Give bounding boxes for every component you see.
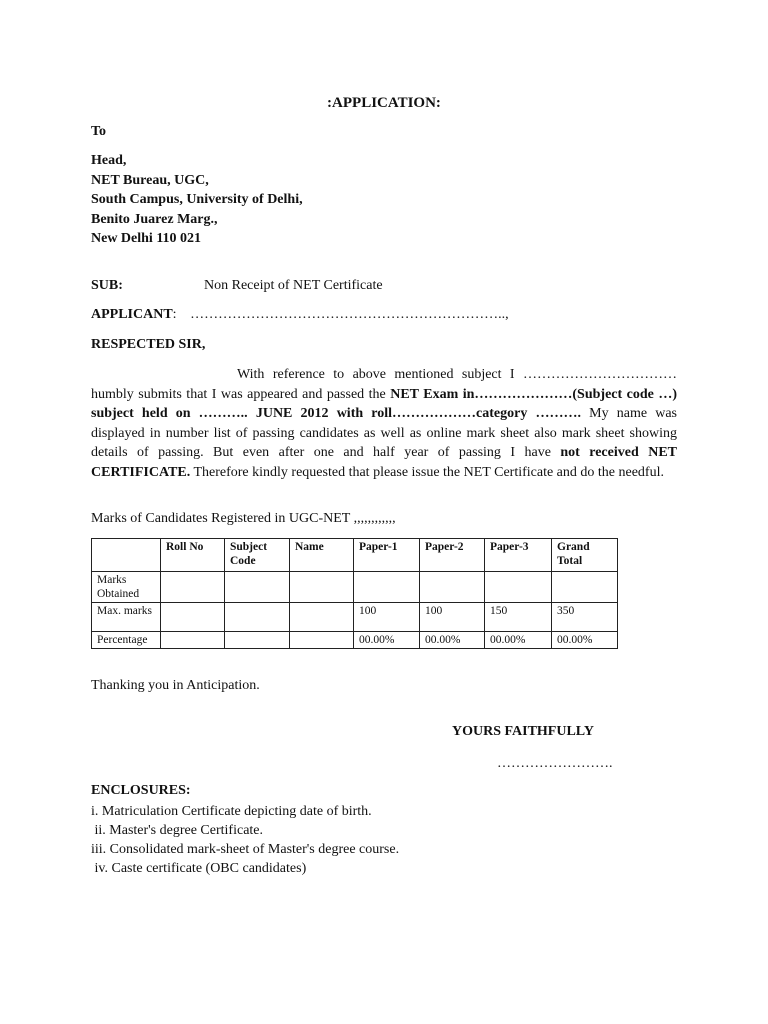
table-cell: 00.00% xyxy=(485,632,552,649)
address-line: Benito Juarez Marg., xyxy=(91,211,218,227)
table-cell xyxy=(161,632,225,649)
salutation: RESPECTED SIR, xyxy=(91,337,206,352)
applicant-colon: : xyxy=(172,307,177,322)
list-item: iii. Consolidated mark-sheet of Master's degree course. xyxy=(91,842,400,857)
table-cell: Max. marks xyxy=(92,603,161,632)
table-cell xyxy=(290,632,354,649)
recipient-address xyxy=(91,151,303,249)
table-row xyxy=(92,603,618,632)
body-text: Therefore kindly requested that please issue the NET Certificate and do the needful. xyxy=(193,464,664,480)
table-cell: Percentage xyxy=(92,632,161,649)
table-cell: 100 xyxy=(420,603,485,632)
table-cell: 00.00% xyxy=(420,632,485,649)
marks-table xyxy=(91,538,618,649)
address-line: Head, xyxy=(91,153,127,168)
table-header-cell: Paper-1 xyxy=(354,539,420,572)
list-item: ii. Master's degree Certificate. xyxy=(91,823,264,838)
table-cell xyxy=(225,572,290,603)
table-cell xyxy=(161,603,225,632)
table-cell xyxy=(485,572,552,603)
list-item: iv. Caste certificate (OBC candidates) xyxy=(91,861,307,876)
table-header-row xyxy=(92,539,618,572)
table-header-cell: Grand Total xyxy=(552,539,618,572)
table-cell xyxy=(552,572,618,603)
table-header-cell: Subject Code xyxy=(225,539,290,572)
table-header-cell: Name xyxy=(290,539,354,572)
body-text: humbly submits that I was appeared and passed the xyxy=(91,386,386,402)
table-cell: Marks Obtained xyxy=(92,572,161,603)
subject-label: SUB: xyxy=(91,278,123,293)
thanks-line: Thanking you in Anticipation. xyxy=(91,678,260,693)
table-header-cell xyxy=(92,539,161,572)
subject-text: Non Receipt of NET Certificate xyxy=(204,278,383,293)
closing: YOURS FAITHFULLY xyxy=(452,724,594,739)
signature-dots: ……………………. xyxy=(497,756,613,771)
table-header-cell: Paper-2 xyxy=(420,539,485,572)
address-line: NET Bureau, UGC, xyxy=(91,172,209,188)
table-cell: 350 xyxy=(552,603,618,632)
list-item: i. Matriculation Certificate depicting date of birth. xyxy=(91,804,372,819)
marks-intro: Marks of Candidates Registered in UGC-NET ,,,,,,,,,,,, xyxy=(91,511,396,526)
table-cell xyxy=(225,603,290,632)
applicant-dots: ………………………………………………………….., xyxy=(190,307,509,322)
enclosures-heading: ENCLOSURES: xyxy=(91,783,191,798)
table-cell: 00.00% xyxy=(552,632,618,649)
table-header-cell: Paper-3 xyxy=(485,539,552,572)
applicant-line xyxy=(91,307,509,323)
body-bold-text: NET Exam in…………………(Subject code …) subject held on ……….. JUNE 2012 with roll………………category ………. xyxy=(91,386,678,421)
body-text: With reference to above mentioned subject I …………………………… xyxy=(237,367,677,382)
table-cell xyxy=(225,632,290,649)
table-cell xyxy=(420,572,485,603)
table-cell xyxy=(290,572,354,603)
body-text: My name was displayed in number list of passing candidates as well as online mark sheet also mark sheet showing details of passing. But even after one and half year of passing I have xyxy=(91,406,677,460)
address-line: South Campus, University of Delhi, xyxy=(91,192,303,207)
table-row xyxy=(92,572,618,603)
enclosures-list xyxy=(91,802,399,878)
table-cell xyxy=(354,572,420,603)
body-paragraph xyxy=(91,365,677,482)
to-label: To xyxy=(91,124,107,139)
table-row xyxy=(92,632,618,649)
address-line: New Delhi 110 021 xyxy=(91,231,202,246)
document-title: :APPLICATION: xyxy=(327,95,441,111)
table-cell xyxy=(290,603,354,632)
body-bold-text: not received NET CERTIFICATE. xyxy=(91,445,677,480)
table-cell: 00.00% xyxy=(354,632,420,649)
table-header-cell: Roll No xyxy=(161,539,225,572)
table-cell: 150 xyxy=(485,603,552,632)
table-cell xyxy=(161,572,225,603)
applicant-label: APPLICANT xyxy=(91,307,173,322)
table-cell: 100 xyxy=(354,603,420,632)
